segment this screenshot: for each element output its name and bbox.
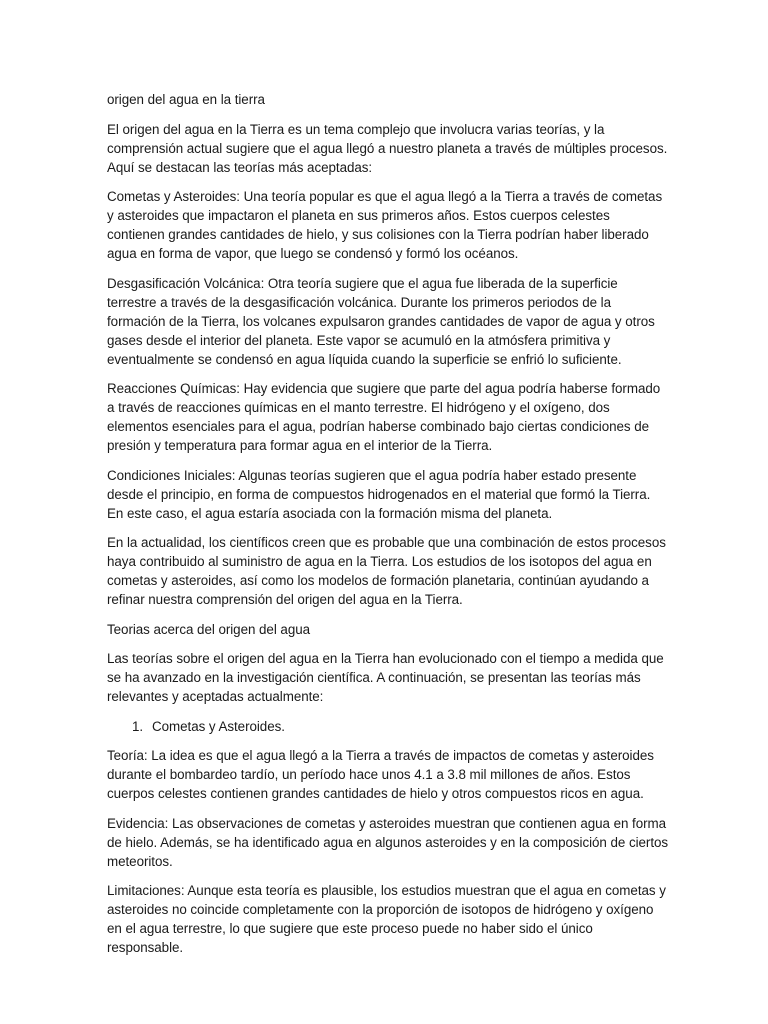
document-body [107,90,669,968]
limitaciones-paragraph: Limitaciones: Aunque esta teoría es plausible, los estudios muestran que el agua en cometas y asteroides no coincide completamente con la proporción de isotopos de hidrógeno y oxígeno en el agua terrestre, lo que sugiere que este proceso puede no haber sido el único responsable. [107,883,666,955]
document-title: origen del agua en la tierra [107,92,265,107]
reacciones-paragraph: Reacciones Químicas: Hay evidencia que sugiere que parte del agua podría haberse formado a través de reacciones químicas en el manto terrestre. El hidrógeno y el oxígeno, dos elementos esenciales para el agua, podrían haberse combinado bajo ciertas condiciones de presión y temperatura para formar agua en el interior de la Tierra. [107,381,661,453]
list-item [107,717,669,736]
numbered-list [107,717,669,736]
condiciones-paragraph: Condiciones Iniciales: Algunas teorías sugieren que el agua podría haber estado presente desde el principio, en forma de compuestos hidrogenados en el material que formó la Tierra. En este caso, el agua estaría asociada con la formación misma del planeta. [107,467,651,521]
list-item-text: Cometas y Asteroides. [152,718,285,734]
section-title: Teorias acerca del origen del agua [107,621,311,637]
teoria-paragraph: Teoría: La idea es que el agua llegó a la Tierra a través de impactos de cometas y asteroides durante el bombardeo tardío, un período hace unos 4.1 a 3.8 mil millones de años. Estos cuerpos celestes contienen grandes cantidades de hielo y otros compuestos ricos en agua. [107,748,654,801]
cometas-paragraph: Cometas y Asteroides: Una teoría popular es que el agua llegó a la Tierra a través de cometas y asteroides que impactaron el planeta en sus primeros años. Estos cuerpos celestes contienen grandes cantidades de hielo, y sus colisiones con la Tierra podrían haber liberado agua en forma de vapor, que luego se condensó y formó los océanos. [107,189,663,261]
actualidad-paragraph: En la actualidad, los científicos creen que es probable que una combinación de estos procesos haya contribuido al suministro de agua en la Tierra. Los estudios de los isotopos del agua en cometas y asteroides, así como los modelos de formación planetaria, continúan ayudando a refinar nuestra comprensión del origen del agua en la Tierra. [107,535,666,607]
intro-paragraph: El origen del agua en la Tierra es un tema complejo que involucra varias teorías, y la comprensión actual sugiere que el agua llegó a nuestro planeta a través de múltiples procesos. Aquí se destacan las teorías más aceptadas: [107,121,668,175]
evidencia-paragraph: Evidencia: Las observaciones de cometas y asteroides muestran que contienen agua en forma de hielo. Además, se ha identificado agua en algunos asteroides y en la composición de ciertos meteoritos. [107,815,669,869]
list-item-number: 1. [132,718,144,734]
desgasificacion-paragraph: Desgasificación Volcánica: Otra teoría sugiere que el agua fue liberada de la superficie terrestre a través de la desgasificación volcánica. Durante los primeros periodos de la formación de la Tierra, los volcanes expulsaron grandes cantidades de vapor de agua y otros gases desde el interior del planeta. Este vapor se acumuló en la atmósfera primitiva y eventualmente se condensó en agua líquida cuando la superficie se enfrió lo suficiente. [107,275,655,367]
section-intro-paragraph: Las teorías sobre el origen del agua en la Tierra han evolucionado con el tiempo a medida que se ha avanzado en la investigación científica. A continuación, se presentan las teorías más relevantes y aceptadas actualmente: [107,651,664,704]
